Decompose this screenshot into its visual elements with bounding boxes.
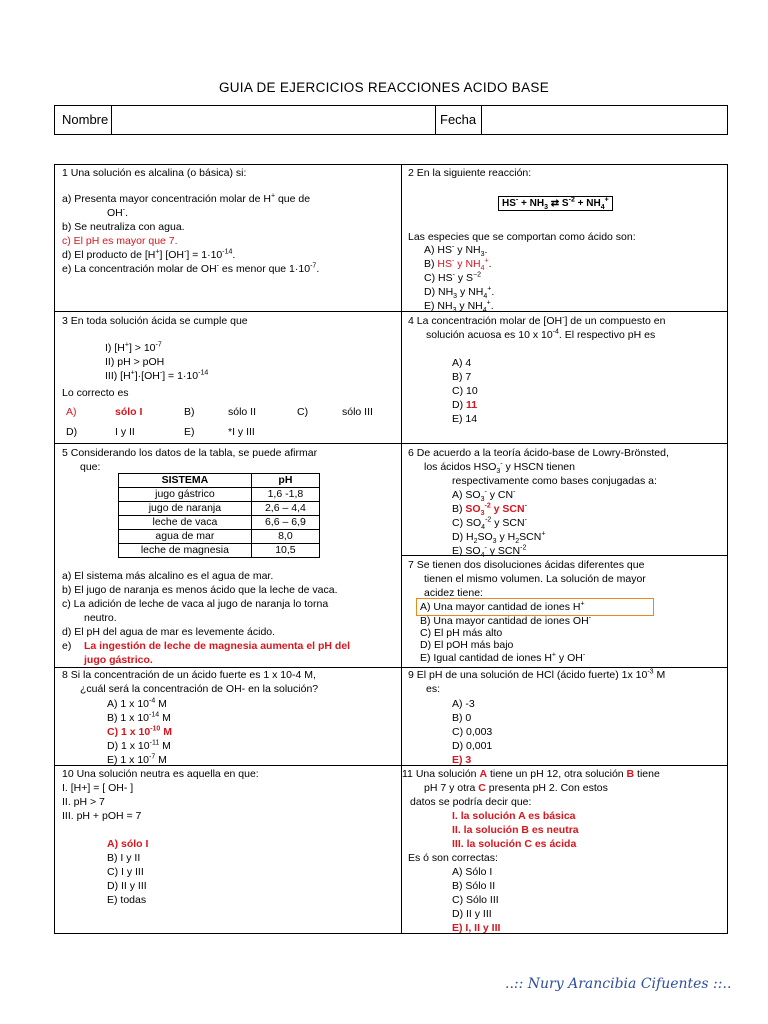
- q3-correcto: Lo correcto es: [62, 387, 129, 399]
- q5-option-a[interactable]: a) El sistema más alcalino es el agua de mar.: [62, 570, 274, 582]
- q8-option-b[interactable]: B) 1 x $10^{-14}$ M: [107, 711, 171, 724]
- q5-option-e-label[interactable]: e): [62, 640, 72, 652]
- column-divider: [401, 165, 402, 933]
- q9-option-c[interactable]: C) 0,003: [452, 726, 493, 738]
- q1-option-b[interactable]: b) Se neutraliza con agua.: [62, 221, 185, 233]
- header-table: [54, 105, 728, 135]
- q2-prompt: Las especies que se comportan como ácido son:: [408, 231, 636, 243]
- q3-option-e-label[interactable]: E): [184, 426, 195, 438]
- q11-option-b[interactable]: B) Sólo II: [452, 880, 496, 892]
- nombre-field[interactable]: [112, 106, 435, 134]
- table-row: leche de vaca 6,6 – 6,9: [119, 516, 320, 530]
- row-divider: [401, 555, 727, 556]
- q3-option-e[interactable]: *I y III: [228, 426, 255, 438]
- q11-statement-i: I. la solución A es básica: [452, 810, 576, 822]
- row-divider: [55, 443, 727, 444]
- q8-option-d[interactable]: D) 1 x $10^{-11}$ M: [107, 739, 171, 752]
- q8-stem-cont: ¿cuál será la concentración de OH- en la solución?: [80, 683, 319, 695]
- q11-statement-ii: II. la solución B es neutra: [452, 824, 579, 836]
- q3-statement-iii: III) $[H^+]\cdot[OH^-] = 1\cdot 10^{-14}$: [105, 369, 209, 382]
- q3-option-b-label[interactable]: B): [184, 406, 195, 418]
- q3-option-c-label[interactable]: C): [297, 406, 309, 418]
- q5-option-e-cont: jugo gástrico.: [84, 654, 153, 666]
- fecha-field[interactable]: [482, 106, 727, 134]
- q2-stem: 2 En la siguiente reacción:: [408, 167, 532, 179]
- q2-option-a[interactable]: A) HS- y $NH_3$.: [424, 243, 488, 259]
- q5-option-e[interactable]: La ingestión de leche de magnesia aumenta el pH del: [84, 640, 351, 652]
- q1-option-a[interactable]: a) Presenta mayor concentración molar de H+ que de: [62, 192, 311, 205]
- q8-stem: 8 Si la concentración de un ácido fuerte es 1 x 10-4 M,: [62, 669, 316, 681]
- q7-option-d[interactable]: D) El pOH más bajo: [420, 639, 514, 651]
- q3-option-d[interactable]: I y II: [115, 426, 135, 438]
- q10-statement-ii: II. pH > 7: [62, 796, 105, 808]
- q11-stem-cont2: datos se podría decir que:: [410, 796, 532, 808]
- q4-stem-cont: solución acuosa es 10 x $10^{-4}$. El respectivo pH es: [426, 328, 656, 341]
- q4-option-e[interactable]: E) 14: [452, 413, 478, 425]
- q9-option-b[interactable]: B) 0: [452, 712, 472, 724]
- q6-stem: 6 De acuerdo a la teoría ácido-base de Lowry-Brönsted,: [408, 447, 669, 459]
- q3-stem: 3 En toda solución ácida se cumple que: [62, 315, 248, 327]
- q8-option-c[interactable]: C) 1 x $10^{-10}$ M: [107, 725, 172, 738]
- q10-option-e[interactable]: E) todas: [107, 894, 147, 906]
- row-divider: [55, 311, 727, 312]
- nombre-label: Nombre: [62, 112, 109, 127]
- q5-option-c[interactable]: c) La adición de leche de vaca al jugo de naranja lo torna: [62, 598, 329, 610]
- q11-stem-cont: pH 7 y otra C presenta pH 2. Con estos: [424, 782, 608, 794]
- q11-stem: 11 Una solución A tiene un pH 12, otra solución B tiene: [402, 768, 660, 780]
- q4-option-d[interactable]: D) 11: [452, 399, 478, 411]
- q6-stem-cont: los ácidos $HSO_3^-$ y HSCN tienen: [424, 460, 575, 476]
- q9-option-e[interactable]: E) 3: [452, 754, 472, 766]
- q6-option-d[interactable]: D) $H_2SO_3$ y $H_2SCN^+$: [452, 530, 546, 546]
- q7-stem-cont: tienen el mismo volumen. La solución de mayor: [424, 573, 646, 585]
- q3-option-d-label[interactable]: D): [66, 426, 78, 438]
- q8-option-a[interactable]: A) 1 x $10^{-4}$ M: [107, 697, 167, 710]
- q2-reaction-box: $HS^- + NH_3$ ⇄ $S^{-2} + NH_4^+$: [498, 196, 613, 211]
- table-row: jugo de naranja 2,6 – 4,4: [119, 502, 320, 516]
- q6-option-c[interactable]: C) $SO_4^{-2}$ y SCN-: [452, 516, 527, 532]
- q6-option-a[interactable]: A) $SO_3^-$ y CN-: [452, 488, 516, 504]
- q3-statement-ii: II) pH > pOH: [105, 356, 165, 368]
- q5-option-c-cont: neutro.: [84, 612, 117, 624]
- q10-option-d[interactable]: D) II y III: [107, 880, 147, 892]
- q10-option-a[interactable]: A) sólo I: [107, 838, 149, 850]
- q5-stem: 5 Considerando los datos de la tabla, se puede afirmar: [62, 447, 318, 459]
- q2-option-c[interactable]: C) HS- y $S^{-2}$: [424, 271, 482, 284]
- q11-statement-iii: III. la solución C es ácida: [452, 838, 577, 850]
- q7-option-b[interactable]: B) Una mayor cantidad de iones OH-: [420, 614, 592, 627]
- q3-option-a-label[interactable]: A): [66, 406, 77, 418]
- author-signature: ..:: Nury Arancibia Cifuentes ::..: [505, 976, 732, 992]
- table-header-ph: pH: [251, 474, 319, 488]
- table-header-sistema: SISTEMA: [119, 474, 252, 488]
- q7-option-a[interactable]: A) Una mayor cantidad de iones H+: [420, 600, 585, 613]
- q8-option-e[interactable]: E) 1 x $10^{-7}$ M: [107, 753, 167, 766]
- q1-option-c[interactable]: c) El pH es mayor que 7.: [62, 235, 178, 247]
- nombre-end-separator: [435, 106, 436, 134]
- q6-option-e[interactable]: E) $SO_4^-$ y $SCN^{-2}$: [452, 544, 527, 560]
- q11-option-d[interactable]: D) II y III: [452, 908, 492, 920]
- fecha-label: Fecha: [440, 112, 477, 127]
- q6-stem-cont2: respectivamente como bases conjugadas a:: [452, 475, 657, 487]
- q3-option-a[interactable]: sólo I: [115, 406, 143, 418]
- q9-option-a[interactable]: A) -3: [452, 698, 475, 710]
- q1-stem: 1 Una solución es alcalina (o básica) si:: [62, 167, 247, 179]
- q6-option-b[interactable]: B) $SO_3^{-2}$ y SCN-: [452, 502, 527, 518]
- q10-stem: 10 Una solución neutra es aquella en que:: [62, 768, 259, 780]
- q11-option-c[interactable]: C) Sólo III: [452, 894, 499, 906]
- q9-stem-cont: es:: [426, 683, 441, 695]
- q7-option-e[interactable]: E) Igual cantidad de iones H+ y OH-: [420, 651, 586, 664]
- q3-option-c[interactable]: sólo III: [342, 406, 373, 418]
- q11-option-a[interactable]: A) Sólo I: [452, 866, 493, 878]
- q5-option-b[interactable]: b) El jugo de naranja es menos ácido que la leche de vaca.: [62, 584, 338, 596]
- q9-option-d[interactable]: D) 0,001: [452, 740, 493, 752]
- q4-option-b[interactable]: B) 7: [452, 371, 472, 383]
- q3-option-b[interactable]: sólo II: [228, 406, 257, 418]
- table-row: leche de magnesia 10,5: [119, 544, 320, 558]
- q4-option-a[interactable]: A) 4: [452, 357, 472, 369]
- q2-option-d[interactable]: D) $NH_3$ y $NH_4^+$.: [424, 285, 495, 301]
- q10-statement-iii: III. pH + pOH = 7: [62, 810, 142, 822]
- q10-option-b[interactable]: B) I y II: [107, 852, 141, 864]
- q5-stem-cont: que:: [80, 461, 101, 473]
- q10-statement-i: I. [H+] = [ OH- ]: [62, 782, 134, 794]
- q7-stem: 7 Se tienen dos disoluciones ácidas diferentes que: [408, 559, 645, 571]
- q4-stem: 4 La concentración molar de [OH-] de un compuesto en: [408, 314, 666, 327]
- q9-stem: 9 El pH de una solución de HCl (ácido fuerte) 1x $10^{-3}$ M: [408, 668, 666, 681]
- ph-table: [118, 473, 320, 558]
- q2-option-e[interactable]: E) $NH_3$ y $NH_4^+$.: [424, 299, 494, 315]
- q3-statement-i: I) $[H^+] > 10^{-7}$: [105, 341, 162, 354]
- q10-option-c[interactable]: C) I y III: [107, 866, 144, 878]
- table-row: jugo gástrico 1,6 -1,8: [119, 488, 320, 502]
- table-row: agua de mar 8,0: [119, 530, 320, 544]
- document-title: GUIA DE EJERCICIOS REACCIONES ACIDO BASE: [218, 80, 550, 95]
- q7-stem-cont2: acidez tiene:: [424, 587, 483, 599]
- q1-option-e[interactable]: e) La concentración molar de OH- es menor que $1\cdot 10^{-7}$.: [62, 262, 320, 275]
- q2-option-b[interactable]: B) HS- y $NH_4^+$.: [424, 257, 492, 273]
- q1-option-a-cont: OH-.: [107, 206, 129, 219]
- q11-correctas: Es ó son correctas:: [408, 852, 498, 864]
- q5-option-d[interactable]: d) El pH del agua de mar es levemente ácido.: [62, 626, 276, 638]
- q7-option-c[interactable]: C) El pH más alto: [420, 627, 503, 639]
- q1-option-d[interactable]: d) El producto de [H+] $[OH^-] = 1\cdot 10^{-14}$.: [62, 248, 236, 261]
- q11-option-e[interactable]: E) I, II y III: [452, 922, 501, 934]
- q4-option-c[interactable]: C) 10: [452, 385, 478, 397]
